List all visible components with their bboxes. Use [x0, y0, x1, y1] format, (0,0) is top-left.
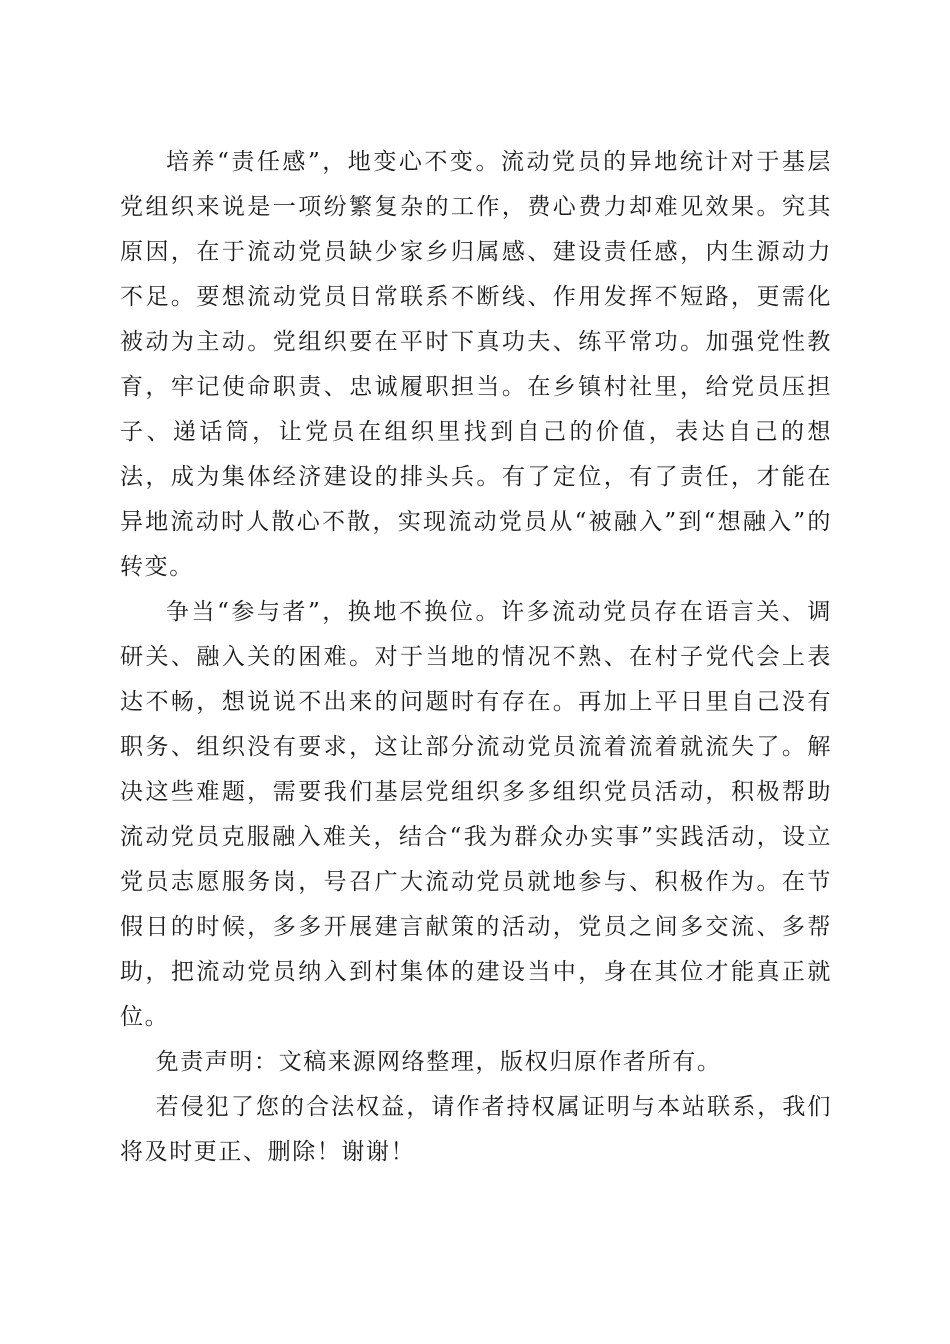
- paragraph-responsibility: 培养“责任感”，地变心不变。流动党员的异地统计对于基层党组织来说是一项纷繁复杂的工作，费心费力却难见效果。究其原因，在于流动党员缺少家乡归属感、建设责任感，内生源动力不足。要想流动党员日常联系不断线、作用发挥不短路，更需化被动为主动。党组织要在平时下真功夫、练平常功。加强党性教育，牢记使命职责、忠诚履职担当。在乡镇村社里，给党员压担子、递话筒，让党员在组织里找到自己的价值，表达自己的想法，成为集体经济建设的排头兵。有了定位，有了责任，才能在异地流动时人散心不散，实现流动党员从“被融入”到“想融入”的转变。: [120, 149, 832, 580]
- paragraph-participant: 争当“参与者”，换地不换位。许多流动党员存在语言关、调研关、融入关的困难。对于当地的情况不熟、在村子党代会上表达不畅，想说说不出来的问题时有存在。再加上平日里自己没有职务、组织没有要求，这让部分流动党员流着流着就流失了。解决这些难题，需要我们基层党组织多多组织党员活动，积极帮助流动党员克服融入难关，结合“我为群众办实事”实践活动，设立党员志愿服务岗，号召广大流动党员就地参与、积极作为。在节假日的时候，多多开展建言献策的活动，党员之间多交流、多帮助，把流动党员纳入到村集体的建设当中，身在其位才能真正就位。: [120, 599, 832, 1030]
- infringement-notice: 若侵犯了您的合法权益，请作者持权属证明与本站联系，我们将及时更正、删除！谢谢！: [120, 1094, 832, 1165]
- document-body: [120, 140, 832, 1175]
- disclaimer-text: 免责声明：文稿来源网络整理，版权归原作者所有。: [155, 1049, 722, 1075]
